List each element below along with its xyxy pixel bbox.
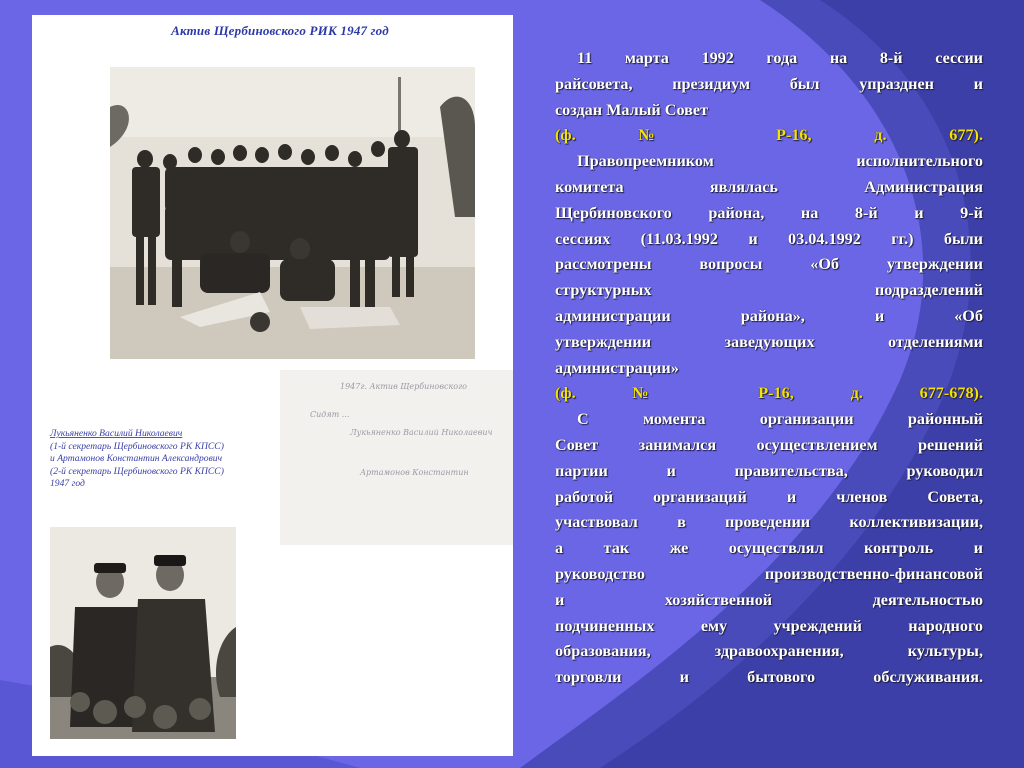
text-line: Совет занимался осуществлением решений bbox=[555, 435, 983, 454]
text-line: подчиненных ему учреждений народного bbox=[555, 616, 983, 635]
caption-line: (1-й секретарь Щербиновского РК КПСС) bbox=[50, 440, 224, 452]
portrait-photo bbox=[50, 527, 236, 739]
text-line: сессиях (11.03.1992 и 03.04.1992 гг.) были bbox=[555, 229, 983, 248]
handwritten-note bbox=[280, 370, 513, 545]
text-line: участвовал в проведении коллективизации, bbox=[555, 513, 983, 532]
main-text-block bbox=[555, 46, 983, 691]
text-line: руководство производственно-финансовой bbox=[555, 564, 983, 583]
photo-caption bbox=[50, 428, 295, 491]
text-line: торговли и бытового обслуживания. bbox=[555, 668, 983, 687]
text-line: создан Малый Совет bbox=[555, 100, 709, 119]
text-line: администрации» bbox=[555, 358, 679, 377]
caption-line: Лукьяненко Василий Николаевич bbox=[50, 428, 183, 439]
text-line: комитета являлась Администрация bbox=[555, 177, 983, 196]
archive-photo-panel bbox=[32, 15, 513, 756]
archive-reference: (ф. № Р-16, д. 677). bbox=[555, 126, 983, 145]
text-line: структурных подразделений bbox=[555, 281, 983, 300]
text-line: Правопреемником исполнительного bbox=[577, 152, 983, 171]
text-line: администрации района», и «Об bbox=[555, 306, 983, 325]
text-line: и хозяйственной деятельностью bbox=[555, 590, 983, 609]
text-line: образования, здравоохранения, культуры, bbox=[555, 642, 983, 661]
text-line: рассмотрены вопросы «Об утверждении bbox=[555, 255, 983, 274]
text-line: С момента организации районный bbox=[577, 410, 983, 429]
handwritten-line: Артамонов Константин bbox=[360, 468, 469, 477]
handwritten-line: Лукьяненко Василий Николаевич bbox=[350, 428, 493, 437]
text-line: работой организаций и членов Совета, bbox=[555, 487, 983, 506]
photo-panel-title: Актив Щербиновского РИК 1947 год bbox=[171, 23, 389, 38]
group-photo bbox=[110, 67, 475, 359]
text-line: утверждении заведующих отделениями bbox=[555, 332, 983, 351]
handwritten-line: 1947г. Актив Щербиновского bbox=[340, 382, 467, 391]
text-line: партии и правительства, руководил bbox=[555, 461, 983, 480]
caption-line: (2-й секретарь Щербиновского РК КПСС) bbox=[50, 465, 224, 477]
text-line: райсовета, президиум был упразднен и bbox=[555, 74, 983, 93]
caption-line: и Артамонов Константин Александрович bbox=[50, 453, 223, 465]
text-line: Щербиновского района, на 8-й и 9-й bbox=[555, 203, 983, 222]
archive-reference: (ф. № Р-16, д. 677-678). bbox=[555, 384, 983, 403]
text-line: 11 марта 1992 года на 8-й сессии bbox=[577, 49, 983, 67]
handwritten-line: Сидят ... bbox=[310, 410, 350, 419]
text-line: а так же осуществлял контроль и bbox=[555, 539, 983, 558]
caption-line: 1947 год bbox=[50, 478, 85, 490]
